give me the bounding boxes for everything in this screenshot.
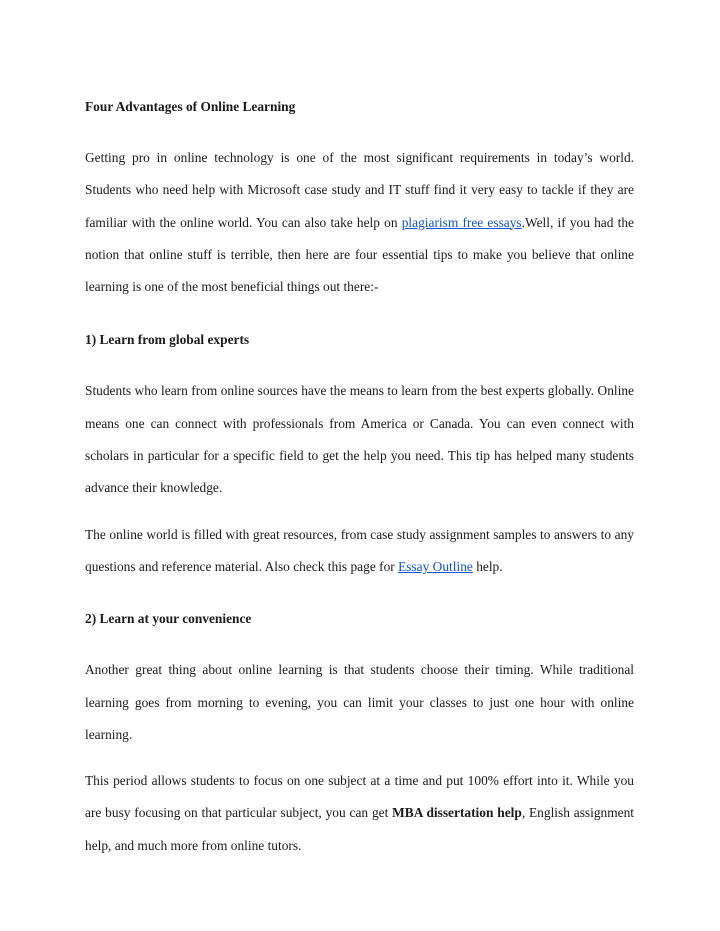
resources-text-end: help.	[472, 558, 503, 574]
convenience-paragraph: Another great thing about online learning is that students choose their timing. While traditional learning goes from morning to evening, you can limit your classes to just one hour with online learning.	[85, 662, 634, 742]
intro-text-start: Getting pro in online technology is one of the most significant requirements in today’s world. Students who need help with Microsoft case study and IT stuff find it very easy to tackle if they are familiar with the online world. You can also take help on	[85, 150, 634, 230]
resources-paragraph	[85, 519, 634, 584]
focus-text-start: This period allows students to focus on one subject at a time and put 100% effort into it. While you are busy focusing on that particular subject, you can get	[85, 773, 634, 821]
section-heading-global-experts: 1) Learn from global experts	[85, 332, 250, 348]
document-page	[85, 97, 634, 862]
essay-outline-link[interactable]: Essay Outline	[398, 558, 473, 574]
plagiarism-free-essays-link[interactable]: plagiarism free essays	[401, 214, 522, 230]
intro-text-end: .Well, if you had the notion that online stuff is terrible, then here are four essential tips to make you believe that online learning is one of the most beneficial things out there:-	[85, 214, 634, 295]
intro-paragraph	[85, 142, 634, 303]
resources-text-start: The online world is filled with great resources, from case study assignment samples to answers to any questions and reference material. Also check this page for	[85, 526, 634, 574]
focus-paragraph	[85, 765, 634, 862]
document-title: Four Advantages of Online Learning	[85, 99, 296, 114]
global-experts-paragraph: Students who learn from online sources have the means to learn from the best experts globally. Online means one can connect with professionals from America or Canada. You can even connect with scholars in particular for a specific field to get the help you need. This tip has helped many students advance their knowledge.	[85, 383, 634, 496]
focus-text-end: , English assignment help, and much more from online tutors.	[85, 805, 635, 853]
mba-dissertation-help-text: MBA dissertation help	[392, 805, 522, 821]
section-heading-convenience: 2) Learn at your convenience	[85, 611, 252, 627]
